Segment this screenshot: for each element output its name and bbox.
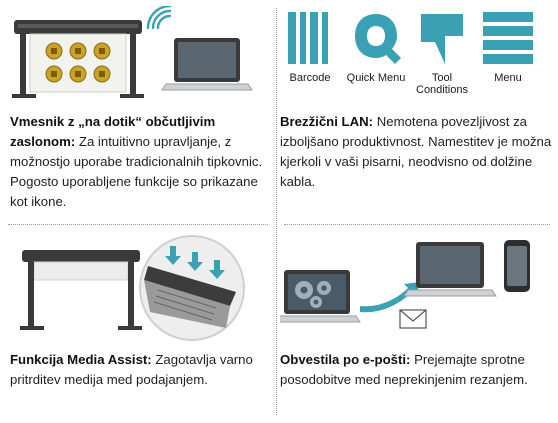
feature-description [280,112,554,192]
feature-text: Prejemajte sprotne posodobitve med neprekinjenim rezanjem. [280,352,528,387]
feature-text: Za intuitivno upravljanje, z možnostjo uporabe tradicionalnih tipkovnic. Pogosto uporabljene funkcije so prikazane kot ikone. [10,134,263,209]
envelope-icon [400,310,426,328]
feature-email-notifications [280,226,558,423]
feature-text: Zagotavlja varno pritrditev medija med podajanjem. [10,352,253,387]
feature-text: Nemotena povezljivost za izboljšano produktivnost. Namestitev je možna kjerkoli v vaši pisarni, neodvisno od dolžine kabla. [280,114,552,189]
feature-title: Brezžični LAN: [280,114,374,129]
feature-wireless-lan [280,0,558,222]
wifi-icon [148,6,170,28]
horizontal-divider-right [284,224,550,225]
feature-description [10,350,272,390]
media-assist-illustration [20,232,270,344]
zoom-detail-image [140,236,244,340]
barcode-icon [288,12,332,64]
feature-title: Funkcija Media Assist: [10,352,152,367]
feature-media-assist [0,226,274,423]
horizontal-divider-left [8,224,268,225]
plotter-image [12,20,144,98]
menu-icon [483,12,533,64]
laptop-image [280,270,360,322]
plotter-image [20,250,142,330]
quick-menu-icon [351,12,401,64]
icon-label: Menu [494,72,522,84]
icon-item-barcode [280,12,340,84]
send-arrow-icon [360,282,420,312]
tool-conditions-icon [419,12,465,64]
icon-item-tool-conditions [412,12,472,96]
plotter-with-laptop-illustration [8,6,270,106]
email-notification-illustration [280,232,550,340]
icon-label: Tool Conditions [416,72,468,96]
feature-description [10,112,272,212]
laptop-image [162,38,252,90]
feature-title: Obvestila po e-pošti: [280,352,411,367]
feature-description [280,350,554,390]
icon-item-menu [478,12,538,84]
feature-touchscreen [0,0,274,222]
icon-label: Quick Menu [346,72,406,84]
smartphone-image [504,240,530,292]
icon-label: Barcode [289,72,331,84]
vertical-divider [276,8,277,415]
feature-title: Vmesnik z „na dotik“ občutljivim zaslonom: [10,114,216,149]
icon-item-quick-menu [346,12,406,84]
